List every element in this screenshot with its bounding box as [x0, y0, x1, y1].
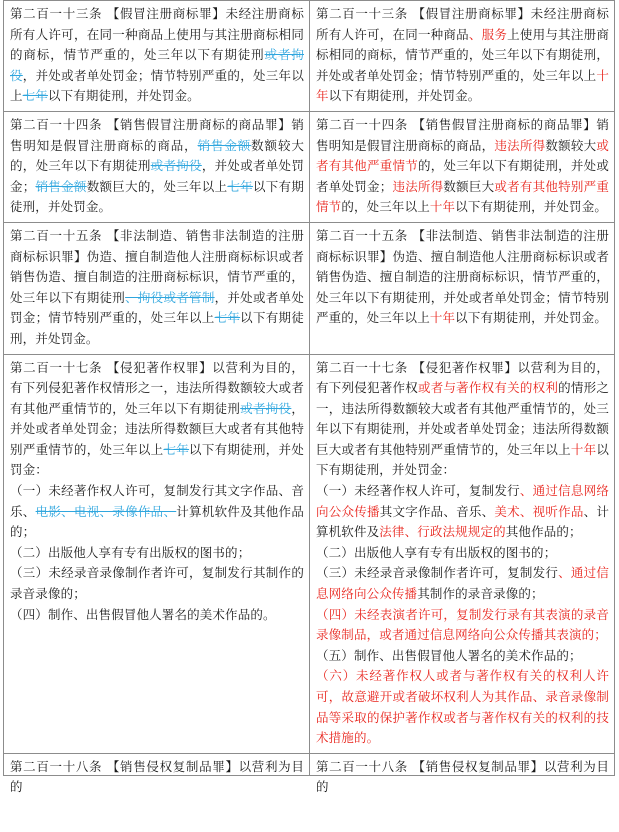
- law-text: 第二百一十四条 【销售假冒注册商标的商品罪】销售明知是假冒注册商标的商品，: [10, 116, 304, 153]
- text-line: [316, 481, 609, 543]
- added-text: 、通过信息网络向公众传播: [316, 565, 609, 602]
- law-comparison-table: [3, 0, 615, 795]
- new-text-cell: [310, 1, 615, 112]
- law-text: 上使用与其注册商标相同的商标，情节严重的，处三年以下有期徒刑，并处或者单处罚金；情节特别严重的，处三年以上: [316, 26, 610, 83]
- added-text: 法律、行政法规规定的: [379, 524, 506, 540]
- added-text: 或者有其他特别严重情节: [316, 178, 609, 215]
- law-text: 以下有期徒刑，并处罚金。: [10, 310, 304, 346]
- law-text: 数额巨大: [443, 178, 495, 194]
- law-text: ，并处或者单处罚金；情节特别严重的，处三年以上: [10, 289, 304, 326]
- law-text: 以下有期徒刑，并处罚金。: [328, 88, 481, 104]
- text-line: [316, 543, 609, 564]
- law-text: 、计算机软件及: [316, 503, 609, 540]
- new-text-cell: [310, 111, 615, 222]
- text-line: [10, 757, 304, 798]
- new-text-cell: [310, 753, 615, 795]
- deleted-text: 销售金额: [197, 137, 252, 153]
- law-text: 的情形之一，违法所得数额较大或者有其他严重情节的，处三年以下有期徒刑，并处或者单处罚金；违法所得数额巨大或者有其他特别严重情节的，处三年以上: [316, 380, 610, 457]
- text-line: [10, 115, 304, 218]
- law-text: 第二百一十三条 【假冒注册商标罪】未经注册商标所有人许可，在同一种商品上使用与其注册商标相同的商标，情节严重的，处三年以下有期徒刑: [10, 6, 304, 63]
- law-text: （三）未经录音录像制作者许可，复制发行: [316, 565, 559, 581]
- old-text-cell: [4, 111, 310, 222]
- law-text: 以下有期徒刑，并处罚金。: [10, 178, 304, 215]
- row-article-214: [4, 111, 615, 222]
- law-text: 第二百一十七条 【侵犯著作权罪】以营利为目的，有下列侵犯著作权: [316, 359, 609, 396]
- deleted-text: 七年: [163, 441, 190, 457]
- law-text: ，并处或者单处罚金；情节特别严重的，处三年以上: [10, 67, 304, 104]
- text-line: [316, 226, 609, 329]
- added-text: 、通过信息网络向公众传播: [316, 483, 609, 519]
- row-article-218: [4, 753, 615, 775]
- added-text: 违法所得: [392, 178, 444, 194]
- law-text: 第二百一十四条 【销售假冒注册商标的商品罪】销售明知是假冒注册商标的商品，: [316, 116, 609, 153]
- added-text: 十年: [570, 441, 597, 457]
- text-line: [10, 226, 304, 350]
- comparison-body: [4, 1, 615, 795]
- law-text: 其制作的录音录像的；: [417, 586, 544, 602]
- deleted-text: 七年: [22, 88, 48, 104]
- law-text: 的，处三年以下有期徒刑，并处或者单处罚金；: [316, 158, 609, 194]
- text-line: [10, 358, 304, 482]
- law-text: （一）未经著作权人许可，复制发行其文字作品、音乐、: [10, 483, 304, 519]
- law-text: 其他作品的；: [505, 524, 582, 540]
- text-line: [316, 563, 609, 604]
- law-text: （一）未经著作权人许可，复制发行: [316, 483, 520, 499]
- added-text: 十年: [316, 67, 609, 104]
- text-line: [10, 481, 304, 543]
- law-text: ，并处或者单处罚金；: [10, 158, 304, 194]
- added-text: 美术、视听作品: [494, 503, 584, 519]
- law-text: （二）出版他人享有专有出版权的图书的；: [316, 544, 557, 560]
- text-line: [316, 666, 609, 748]
- row-article-215: [4, 222, 615, 354]
- law-text: 以下有期徒刑，并处罚金：: [10, 441, 304, 478]
- added-text: 或者有其他严重情节: [316, 137, 609, 174]
- added-text: 、服务: [468, 26, 508, 42]
- law-text: 以下有期徒刑，并处罚金。: [47, 88, 200, 104]
- law-text: 的，处三年以上: [341, 199, 430, 215]
- text-line: [10, 543, 304, 564]
- text-line: [316, 4, 609, 107]
- text-line: [316, 646, 609, 667]
- law-text: （三）未经录音录像制作者许可，复制发行其制作的录音录像的；: [10, 565, 304, 602]
- law-text: 第二百一十五条 【非法制造、销售非法制造的注册商标标识罪】伪造、擅自制造他人注册商标标识或者销售伪造、擅自制造的注册商标标识，情节严重的，处三年以下有期徒刑，并处或者单处罚金；情节特别严重的，处三年以上: [316, 227, 609, 326]
- added-text: 十年: [429, 310, 456, 326]
- text-line: [316, 358, 609, 482]
- law-text: 第二百一十七条 【侵犯著作权罪】以营利为目的，有下列侵犯著作权情形之一，违法所得数额较大或者有其他严重情节的，处三年以下有期徒刑: [10, 359, 304, 416]
- law-text: 数额较大: [545, 137, 597, 153]
- law-text: 第二百一十八条 【销售侵权复制品罪】以营利为目的: [316, 758, 609, 795]
- law-text: 数额较大的，处三年以下有期徒刑: [10, 137, 304, 174]
- law-text: 计算机软件及其他作品的；: [10, 503, 304, 540]
- law-text: 数额巨大的，处三年以上: [86, 178, 228, 194]
- law-text: ，并处或者单处罚金；违法所得数额巨大或者有其他特别严重情节的，处三年以上: [10, 400, 304, 457]
- law-text: （四）制作、出售假冒他人署名的美术作品的。: [10, 606, 276, 622]
- added-text: （四）未经表演者许可，复制发行录有其表演的录音录像制品，或者通过信息网络向公众传播其表演的；: [316, 606, 609, 643]
- law-text: 以下有期徒刑，并处罚金。: [455, 199, 607, 215]
- row-article-213: [4, 1, 615, 112]
- law-text: （五）制作、出售假冒他人署名的美术作品的；: [316, 647, 582, 663]
- added-text: 违法所得: [494, 137, 546, 153]
- deleted-text: 、拘役或者管制: [125, 289, 215, 305]
- text-line: [316, 115, 609, 218]
- law-text: 第二百一十五条 【非法制造、销售非法制造的注册商标标识罪】伪造、擅自制造他人注册商标标识或者销售伪造、擅自制造的注册商标标识，情节严重的，处三年以下有期徒刑: [10, 227, 304, 305]
- law-text: 第二百一十三条 【假冒注册商标罪】未经注册商标所有人许可，在同一种商品: [316, 6, 609, 42]
- law-text: 第二百一十八条 【销售侵权复制品罪】以营利为目的: [10, 758, 304, 795]
- law-text: （二）出版他人享有专有出版权的图书的；: [10, 544, 251, 560]
- new-text-cell: [310, 354, 615, 753]
- deleted-text: 七年: [227, 178, 253, 194]
- added-text: 十年: [429, 199, 456, 215]
- deleted-text: 七年: [214, 310, 241, 326]
- deleted-text: 销售金额: [35, 178, 87, 194]
- added-text: （六）未经著作权人或者与著作权有关的权利人许可，故意避开或者破坏权利人为其作品、录音录像制品等采取的保护著作权或者与著作权有关的权利的技术措施的。: [316, 668, 609, 746]
- old-text-cell: [4, 222, 310, 354]
- new-text-cell: [310, 222, 615, 354]
- text-line: [10, 605, 304, 626]
- deleted-text: 电影、电视、录像作品、: [35, 503, 177, 519]
- law-text: 以下有期徒刑，并处罚金。: [455, 310, 607, 326]
- added-text: 或者与著作权有关的权利: [417, 380, 559, 396]
- text-line: [316, 605, 609, 646]
- row-article-217: [4, 354, 615, 753]
- old-text-cell: [4, 1, 310, 112]
- deleted-text: 或者拘役: [240, 400, 292, 416]
- text-line: [316, 757, 609, 798]
- old-text-cell: [4, 354, 310, 753]
- text-line: [10, 563, 304, 604]
- deleted-text: 或者拘役: [150, 158, 202, 174]
- deleted-text: 或者拘役: [10, 47, 304, 83]
- old-text-cell: [4, 753, 310, 795]
- law-text: 其文字作品、音乐、: [379, 503, 495, 519]
- text-line: [10, 4, 304, 107]
- law-text: 以下有期徒刑，并处罚金：: [316, 441, 609, 478]
